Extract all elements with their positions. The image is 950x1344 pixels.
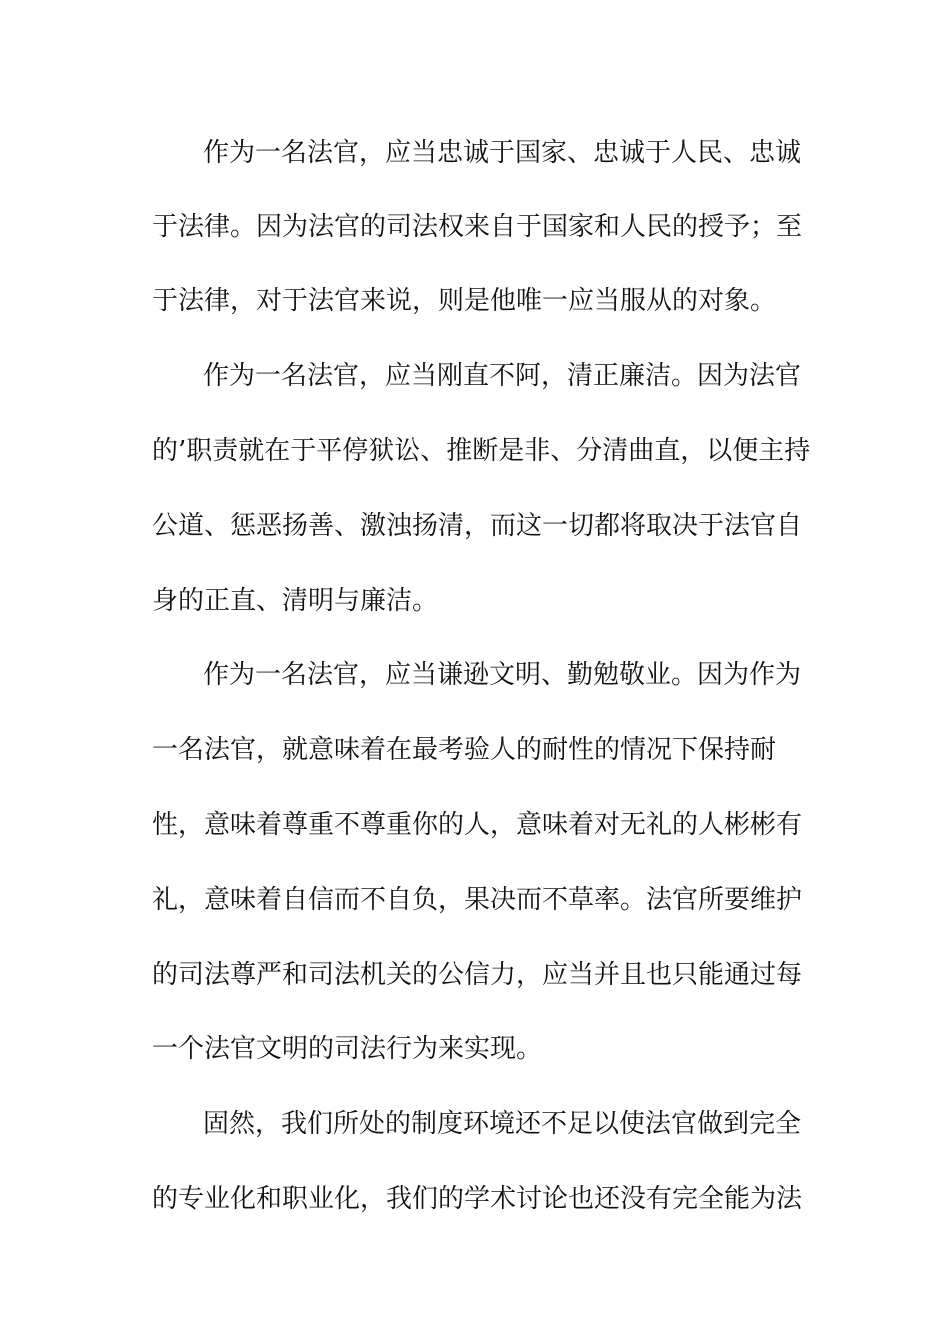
text-line: 作为一名法官，应当谦逊文明、勤勉敬业。因为作为 [203, 660, 802, 690]
text-line: 身的正直、清明与廉洁。 [152, 586, 439, 616]
text-line: 的专业化和职业化，我们的学术讨论也还没有完全能为法 [152, 1184, 803, 1214]
text-line: 性，意味着尊重不尊重你的人，意味着对无礼的人彬彬有 [152, 810, 803, 840]
text-line: 的’职责就在于平停狱讼、推断是非、分清曲直，以便主持 [152, 436, 811, 466]
text-line: 于法律，对于法官来说，则是他唯一应当服从的对象。 [152, 286, 777, 316]
text-line: 固然，我们所处的制度环境还不足以使法官做到完全 [203, 1109, 802, 1139]
text-line: 公道、惩恶扬善、激浊扬清，而这一切都将取决于法官自 [152, 511, 803, 541]
text-line: 一名法官，就意味着在最考验人的耐性的情况下保持耐 [152, 735, 777, 765]
text-line: 一个法官文明的司法行为来实现。 [152, 1034, 543, 1064]
text-line: 于法律。因为法官的司法权来自于国家和人民的授予；至 [152, 212, 803, 242]
text-line: 的司法尊严和司法机关的公信力，应当并且也只能通过每 [152, 960, 803, 990]
text-line: 礼，意味着自信而不自负，果决而不草率。法官所要维护 [152, 885, 803, 915]
text-line: 作为一名法官，应当忠诚于国家、忠诚于人民、忠诚 [203, 138, 802, 168]
text-line: 作为一名法官，应当刚直不阿，清正廉洁。因为法官 [203, 361, 802, 391]
